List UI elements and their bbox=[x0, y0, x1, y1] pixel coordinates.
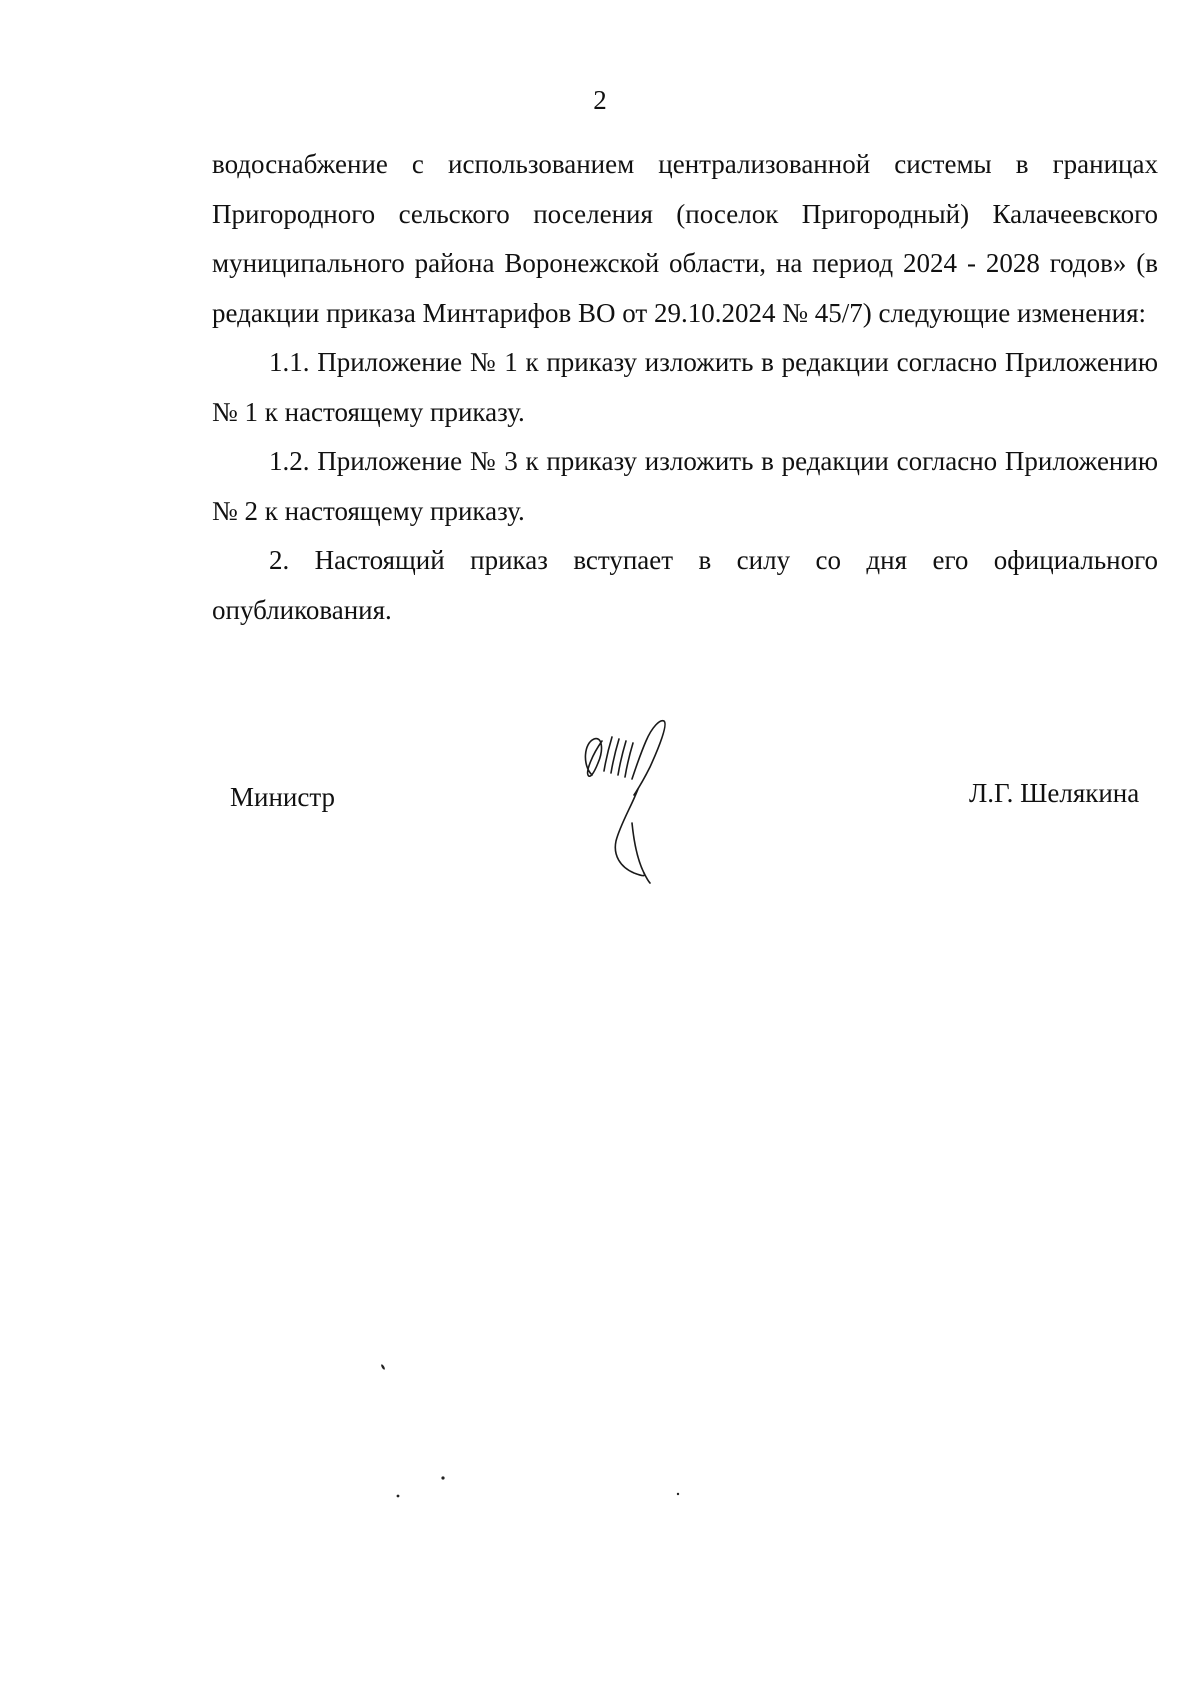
signature-block bbox=[0, 715, 1200, 915]
paragraph-continuation: водоснабжение с использованием централизованной системы в границах Пригородного сельского поселения (поселок Пригородный) Калачеевского муниципального района Воронежской области, на период 2024 - 2028 годов» (в редакции приказа Минтарифов ВО от 29.10.2024 № 45/7) следующие изменения: bbox=[212, 149, 1158, 328]
paragraph-item-2: 2. Настоящий приказ вступает в силу со дня его официального опубликования. bbox=[212, 545, 1158, 625]
paragraph-item-1-1: 1.1. Приложение № 1 к приказу изложить в редакции согласно Приложению № 1 к настоящему приказу. bbox=[212, 347, 1158, 427]
page-number: 2 bbox=[593, 85, 607, 115]
signatory-title: Министр bbox=[230, 782, 335, 812]
handwritten-signature bbox=[580, 715, 710, 905]
paragraph-item-1-2: 1.2. Приложение № 3 к приказу изложить в редакции согласно Приложению № 2 к настоящему приказу. bbox=[212, 446, 1158, 526]
signatory-name: Л.Г. Шелякина bbox=[969, 778, 1140, 808]
document-body bbox=[212, 140, 1158, 635]
